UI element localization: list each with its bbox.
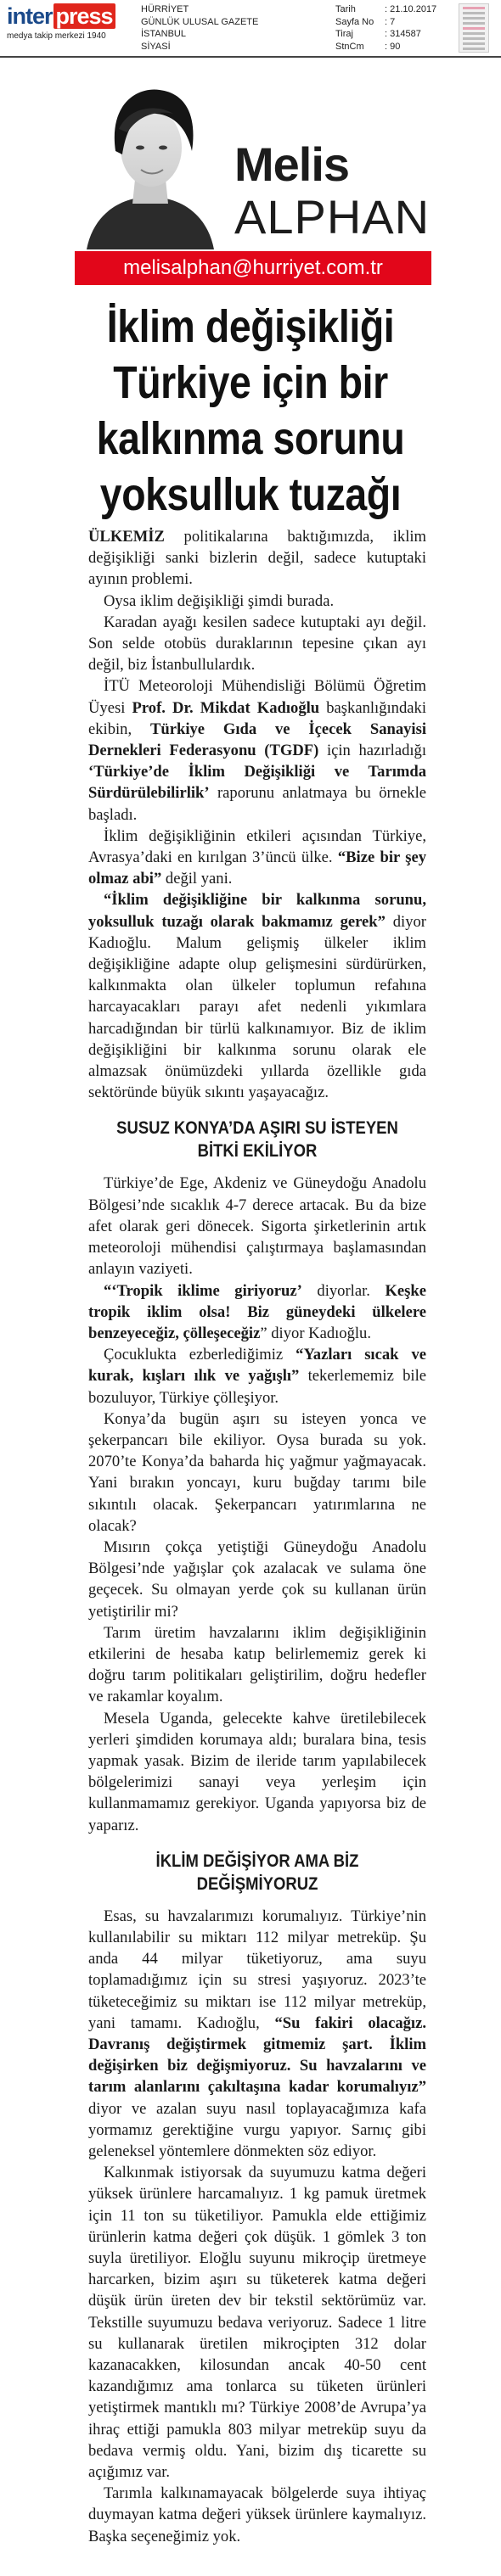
paragraph: Türkiye’de Ege, Akdeniz ve Güneydoğu Anadolu Bölgesi’nde sıcaklık 4-7 derece artacak. Bu da bize afet olarak geri dönecek. Sigorta şirketlerinin artık meteoroloji mühendisi çalıştırmaya başlamasından anlayın vaziyeti. [88, 1174, 426, 1279]
author-portrait [78, 70, 222, 249]
publication-name: HÜRRİYET [141, 4, 189, 14]
subheading: İKLİM DEĞİŞİYOR AMA BİZ DEĞİŞMİYORUZ [155, 1851, 359, 1894]
publication-type: GÜNLÜK ULUSAL GAZETE [141, 16, 259, 27]
logo-tagline: medya takip merkezi 1940 [7, 31, 106, 41]
article-body [88, 526, 426, 2547]
interpress-logo: inter press [7, 5, 115, 28]
paragraph: Tarım üretim havzalarını iklim değişikliğinin etkilerini de hesaba katıp belirlememiz gerek ki doğru tarım politikaları geliştirilim, doğru hedefler ve rakamlar koyalım. [88, 1623, 426, 1706]
article-headline: İklim değişikliği Türkiye için bir kalkınma sorunu yoksulluk tuzağı [96, 301, 405, 520]
paragraph: Kalkınmak istiyorsak da suyumuzu katma değeri yüksek ürünlere harcamalıyız. 1 kg pamuk üretmek için 11 ton su tüketiliyor. Pamukla elde ettiğimiz ürünlerin katma değeri çok düşük. 1 gömlek 3 ton suyla üretiliyor. Eloğlu suyunu mikroçip üretmeye harcarken, bizim aşırı su tüketerek katma değeri düşük ürün üreten dev bir tekstil sektörümüz var. Tekstille suyumuzu bedava veriyoruz. Sadece 1 litre su kullanarak üretilen mikroçipten 312 dolar kazanacakken, kilosundan ancak 40-50 cent kazandığımız ama tonlarca su tüketen ürünleri yetiştirmek mantıklı mı? Türkiye 2008’de Avrupa’ya ihraç ettiği pamukla 803 milyar metreküp suyu da bedava vermiş oldu. Yani, bizim dış ticarette su açığımız var. [88, 2164, 426, 2482]
paragraph: Mısırın çokça yetiştiği Güneydoğu Anadolu Bölgesi’nde yağışlar çok azalacak ve sulama öne geçecek. Su olmayan yerde çok su kullanan ürün yetiştirilir mi? [88, 1537, 426, 1621]
publication-category: SİYASİ [141, 41, 171, 52]
author-email[interactable]: melisalphan@hurriyet.com.tr [75, 251, 431, 285]
paragraph: Konya’da bugün aşırı su isteyen yonca ve şekerpancarı bile ekiliyor. Oysa burada su yok. 2070’te Konya’da baharda hiç yağmur yağmayacak. Yani bırakın yoncayı, kuru buğday tarımı bile sıkıntılı olacak. Şekerpancarı yatırımlarına ne olacak? [88, 1409, 426, 1535]
paragraph: Karadan ayağı kesilen sadece kutuptaki ayı değil. Son selde otobüs duraklarının tepesine çıkan ayı değil, biz İstanbullulardık. [88, 613, 426, 675]
paragraph: “‘Tropik iklime giriyoruz’ diyorlar. Keşke tropik iklim olsa! Biz güneydeki ülkelere benzeyeceğiz, çölleşeceğiz” diyor Kadıoğlu. [88, 1281, 427, 1342]
paragraph: Çocuklukta ezberlediğimiz “Yazları sıcak ve kurak, kışları ılık ve yağışlı” tekerlememiz bile bozuluyor, Türkiye çölleşiyor. [88, 1346, 427, 1407]
paragraph: ÜLKEMİZ politikalarına baktığımızda, iklim değişikliği sanki bizlerin değil, sadece kutuptaki ayının problemi. [88, 528, 426, 589]
publication-city: İSTANBUL [141, 29, 186, 39]
author-last-name: ALPHAN [234, 190, 431, 244]
meta-row-circulation: Tiraj : 314587 [335, 29, 421, 39]
paragraph: Tarımla kalkınamayacak bölgelerde suya ihtiyaç duymayan katma değeri yüksek ürünlere kaymalıyız. Başka seçeneğimiz yok. [88, 2484, 426, 2545]
meta-row-date: Tarih : 21.10.2017 [335, 4, 437, 14]
clipping-header [0, 0, 501, 56]
author-first-name: Melis [234, 137, 350, 191]
paragraph: Esas, su havzalarımızı korumalıyız. Türkiye’nin kullanılabilir su miktarı 112 milyar metreküp. Şu anda 44 milyar tüketiyoruz, ama suyu toplamadığımız için su stresi yaşıyoruz. 2023’te tüketeceğimiz su miktarı ise 112 milyar metreküp, yani tamamı. Kadıoğlu, “Su fakiri olacağız. Davranış değiştirmek gitmemiz şart. İklim değişirken biz değişmiyoruz. Su havzalarını ve tarım alanlarını çakıltaşına kadar korumalıyız” diyor ve azalan suyu nasıl toplayacağımıza kafa yormamız gerektiğine vurgu yapıyor. Sarnıç gibi geleneksel yöntemlere dönmekten söz ediyor. [88, 1907, 426, 2161]
subheading: SUSUZ KONYA’DA AŞIRI SU İSTEYEN BİTKİ EKİLİYOR [116, 1118, 398, 1162]
paragraph: İTÜ Meteoroloji Mühendisliği Bölümü Öğretim Üyesi Prof. Dr. Mikdat Kadıoğlu başkanlığındaki ekibin, Türkiye Gıda ve İçecek Sanayisi Dernekleri Federasyonu (TGDF) için hazırladığı ‘Türkiye’de İklim Değişikliği ve Tarımda Sürdürülebilirlik’ raporunu anlatmaya bu örnekle başladı. [88, 677, 426, 824]
meta-row-stncm: StnCm : 90 [335, 41, 401, 52]
paragraph: Oysa iklim değişikliği şimdi burada. [104, 591, 335, 610]
publication-info [141, 3, 258, 53]
paragraph: İklim değişikliğinin etkileri açısından Türkiye, Avrasya’daki en kırılgan 3’üncü ülke. “Bize bir şey olmaz abi” değil yani. [88, 826, 426, 888]
page-thumbnail [459, 3, 489, 53]
header-divider [0, 56, 501, 58]
paragraph: Mesela Uganda, gelecekte kahve üretilebilecek yerleri şimdiden korumaya aldı; buralara bina, tesis yapmak yasak. Bizim de ileride tarım yapılabilecek bölgelerimizi sanayi veya yerleşim için kullanmamamız gerekiyor. Uganda yapıyorsa biz de yaparız. [88, 1709, 426, 1834]
meta-row-page: Sayfa No : 7 [335, 16, 396, 27]
clipping-meta [335, 3, 449, 53]
paragraph: “İklim değişikliğine bir kalkınma sorunu, yoksulluk tuzağı olarak bakmamız gerek” diyor Kadıoğlu. Malum gelişmiş ülkeler iklim değişikliğine adapte olup gelişmesini sürdürürken, kalkınmakta olan ülkeler toplumun refahına harcayacakları parayı afet nedenli yıkımlara harcadığından bir türlü kalkınamıyor. Biz de iklim değişikliğini bir kalkınma sorunu olarak ele almazsak önümüzdeki yıllarda özellikle gıda sektöründe büyük sıkıntı yaşayacağız. [88, 891, 427, 1102]
